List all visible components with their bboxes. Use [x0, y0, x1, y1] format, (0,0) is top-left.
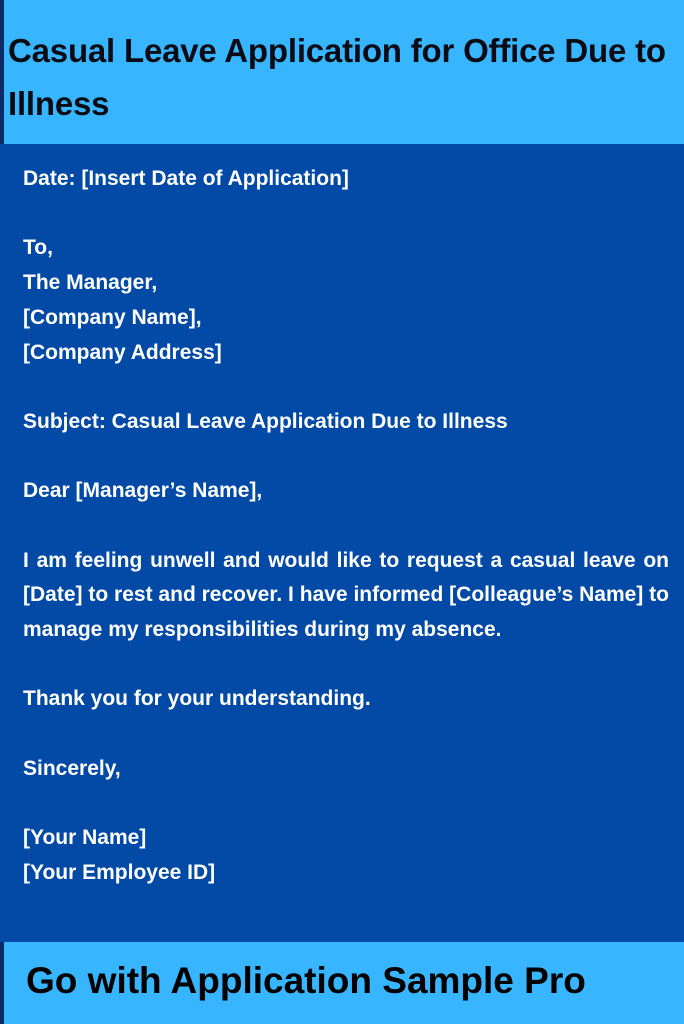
body-paragraph: I am feeling unwell and would like to request a casual leave on [Date] to rest and recover. I have informed [Colleague’s Name] to manage my responsibilities during my absence.	[23, 548, 669, 642]
letter-body	[23, 162, 669, 891]
title-banner	[0, 0, 684, 144]
company-address-line: [Company Address]	[23, 340, 222, 364]
your-name-line: [Your Name]	[23, 826, 147, 850]
company-name-line: [Company Name],	[23, 305, 202, 329]
date-line: Date: [Insert Date of Application]	[23, 167, 349, 190]
closing-line: Sincerely,	[23, 756, 121, 780]
salutation: Dear [Manager’s Name],	[23, 479, 263, 503]
subject-line: Subject: Casual Leave Application Due to Illness	[23, 409, 508, 433]
employee-id-line: [Your Employee ID]	[23, 860, 216, 884]
to-line: To,	[23, 236, 53, 260]
footer-cta: Go with Application Sample Pro	[26, 960, 586, 1001]
footer-banner	[0, 942, 684, 1024]
recipient-line: The Manager,	[23, 271, 158, 295]
page-title: Casual Leave Application for Office Due to Illness	[8, 32, 666, 122]
thanks-line: Thank you for your understanding.	[23, 687, 371, 711]
